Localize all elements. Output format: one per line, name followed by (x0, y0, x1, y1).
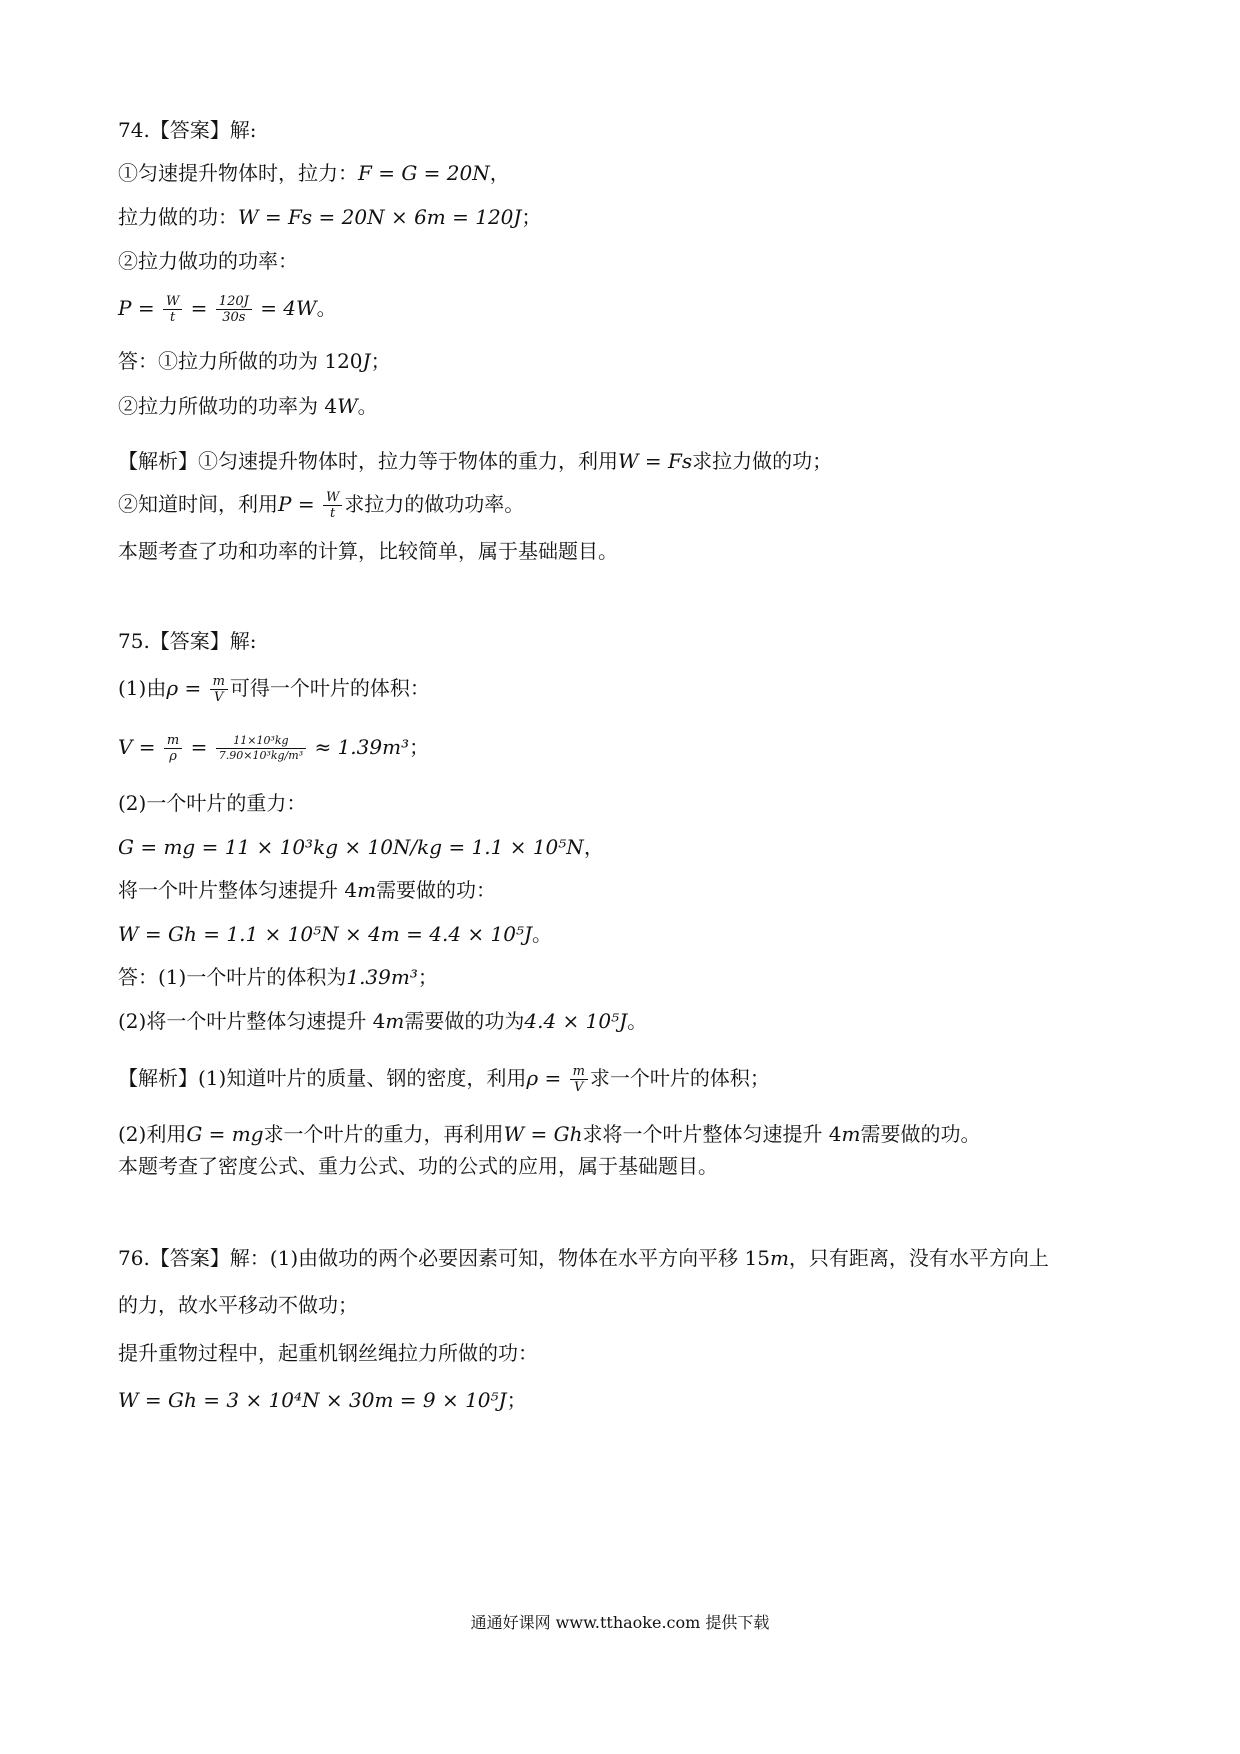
q75-header: 75.【答案】解: (118, 629, 257, 653)
q74-answer-2: ②拉力所做功的功率为 4W。 (118, 394, 378, 418)
q74-analysis-1: 【解析】①匀速提升物体时，拉力等于物体的重力，利用W = Fs求拉力做的功； (118, 449, 833, 473)
q76-line-1: 76.【答案】解：(1)由做功的两个必要因素可知，物体在水平方向平移 15m，只有距离，没有水平方向上 (118, 1246, 1049, 1270)
fraction: $\frac{\text{11×10³kg}}{\text{7.90×10³kg/m³}}$ (216, 734, 306, 763)
q74-power-formula: P = $\frac{W}{t}$ = $\frac{120J}{30s}$ = 4W。 (118, 294, 337, 325)
q74-header: 74.【答案】解: (118, 118, 257, 142)
q74-step1: ①匀速提升物体时，拉力：F = G = 20N， (118, 161, 510, 185)
q75-weight-formula: G = mg = 11 × 10³kg × 10N/kg = 1.1 × 10⁵N， (118, 835, 604, 859)
fraction: $\frac{m}{\rho}$ (164, 733, 182, 764)
q75-answer-2: (2)将一个叶片整体匀速提升 4m需要做的功为4.4 × 10⁵J。 (118, 1009, 648, 1033)
q75-answer-1: 答：(1)一个叶片的体积为1.39m³； (118, 965, 438, 989)
q75-lift: 将一个叶片整体匀速提升 4m需要做的功： (118, 878, 497, 902)
q75-volume-formula: V = $\frac{m}{\rho}$ = $\frac{\text{11×10³kg}}{\text{7.90×10³kg/m³}}$ ≈ 1.39m³； (118, 733, 430, 764)
q76-work-formula: W = Gh = 3 × 10⁴N × 30m = 9 × 10⁵J； (118, 1388, 527, 1412)
q74-step2: ②拉力做功的功率： (118, 249, 298, 273)
q75-summary: 本题考查了密度公式、重力公式、功的公式的应用，属于基础题目。 (118, 1154, 718, 1178)
q75-analysis-1: 【解析】(1)知道叶片的质量、钢的密度，利用ρ = $\frac{m}{V}$ 求一个叶片的体积； (118, 1064, 770, 1095)
fraction: $\frac{m}{V}$ (570, 1064, 588, 1095)
q74-answer-1: 答：①拉力所做的功为 120J； (118, 349, 391, 373)
fraction: $\frac{W}{t}$ (163, 294, 182, 325)
q76-line-2: 的力，故水平移动不做功； (118, 1293, 358, 1317)
q74-summary: 本题考查了功和功率的计算，比较简单，属于基础题目。 (118, 539, 618, 563)
q75-analysis-2: (2)利用G = mg求一个叶片的重力，再利用W = Gh求将一个叶片整体匀速提升 4m需要做的功。 (118, 1122, 981, 1146)
fraction: $\frac{m}{V}$ (210, 674, 228, 705)
fraction: $\frac{120J}{30s}$ (216, 294, 252, 325)
page-footer: 通通好课网 www.tthaoke.com 提供下载 (470, 1613, 770, 1632)
q75-work-formula: W = Gh = 1.1 × 10⁵N × 4m = 4.4 × 10⁵J。 (118, 922, 553, 946)
q74-work: 拉力做的功：W = Fs = 20N × 6m = 120J； (118, 205, 542, 229)
q75-step1: (1)由ρ = $\frac{m}{V}$ 可得一个叶片的体积： (118, 674, 430, 705)
q76-line-3: 提升重物过程中，起重机钢丝绳拉力所做的功： (118, 1341, 538, 1365)
q75-step2: (2)一个叶片的重力： (118, 791, 307, 815)
fraction: $\frac{W}{t}$ (323, 490, 342, 521)
q74-analysis-2: ②知道时间，利用P = $\frac{W}{t}$ 求拉力的做功功率。 (118, 490, 525, 521)
